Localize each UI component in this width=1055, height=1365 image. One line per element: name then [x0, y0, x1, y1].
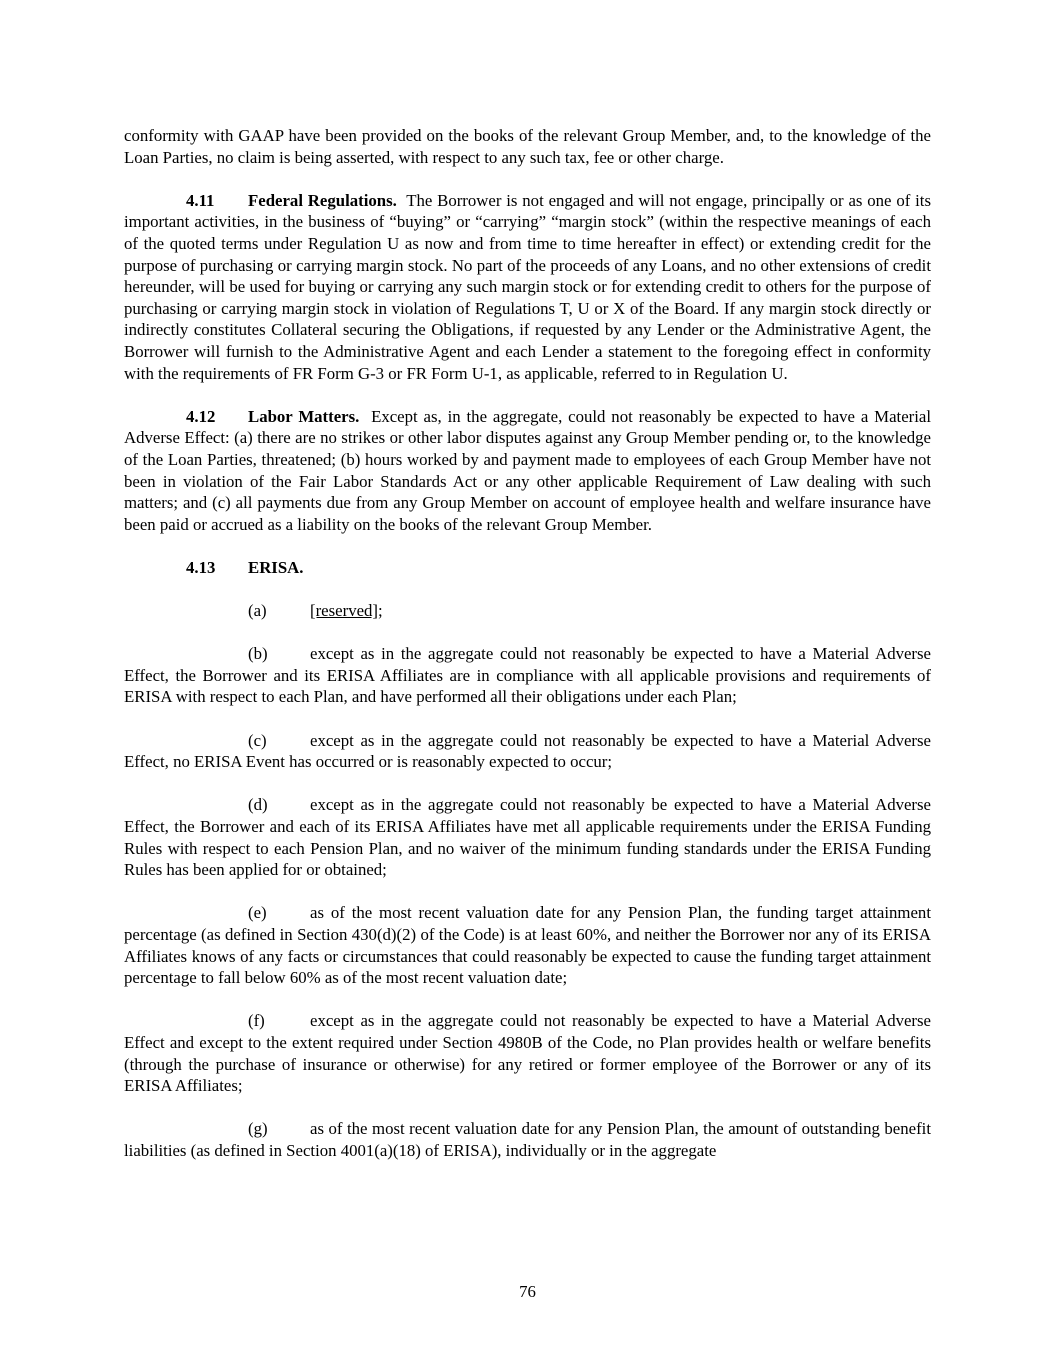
section-number: 4.13 [186, 557, 216, 577]
section-body: Except as, in the aggregate, could not reasonably be expected to have a Material Adverse Effect: (a) there are no strikes or other labor disputes against any Group Member pending or, to the knowledge of the Loan Parties, threatened; (b) hours worked by and payment made to employees of each Group Member have not been in violation of the Fair Labor Standards Act or any other applicable Requirement of Law dealing with such matters; and (c) all payments due from any Group Member on account of employee health and welfare insurance have been paid or accrued as a liability on the books of the relevant Group Member. [124, 406, 931, 534]
clause-g [124, 1118, 931, 1161]
clause-label: (c) [248, 730, 267, 750]
clause-d [124, 794, 931, 880]
section-heading: Federal Regulations. [248, 190, 397, 210]
clause-text: [reserved] [310, 601, 379, 621]
clause-e [124, 902, 931, 988]
section-4-13 [124, 557, 931, 579]
clause-label: (a) [248, 601, 267, 621]
clause-a [124, 600, 931, 622]
clause-text: as of the most recent valuation date for any Pension Plan, the funding target attainment percentage (as defined in Section 430(d)(2) of the Code) is at least 60%, and neither the Borrower nor any of its ERISA Affiliates knows of any facts or circumstances that could reasonably be expected to cause the funding target attainment percentage to fall below 60% as of the most recent valuation date; [124, 903, 931, 988]
clause-text: except as in the aggregate could not reasonably be expected to have a Material Adverse Effect, no ERISA Event has occurred or is reasonably expected to occur; [124, 730, 931, 772]
section-heading: Labor Matters. [248, 406, 360, 426]
page-number: 76 [519, 1282, 536, 1301]
section-body: The Borrower is not engaged and will not engage, principally or as one of its important activities, in the business of “buying” or “carrying” “margin stock” (within the respective meanings of each of the quoted terms under Regulation U as now and from time to time hereafter in effect) or extending credit for the purpose of purchasing or carrying margin stock. No part of the proceeds of any Loans, and no other extensions of credit hereunder, will be used for buying or carrying any such margin stock or for extending credit to others for the purpose of purchasing or carrying margin stock in violation of Regulations T, U or X of the Board. If any margin stock directly or indirectly constitutes Collateral securing the Obligations, if requested by any Lender or the Administrative Agent, the Borrower will furnish to the Administrative Agent and each Lender a statement to the foregoing effect in conformity with the requirements of FR Form G-3 or FR Form U-1, as applicable, referred to in Regulation U. [124, 190, 931, 383]
clause-label: (f) [248, 1011, 265, 1031]
section-4-12 [124, 406, 931, 536]
document-body [124, 125, 931, 1183]
clause-label: (g) [248, 1119, 268, 1139]
clause-c [124, 730, 931, 773]
clause-label: (d) [248, 795, 268, 815]
clause-label: (b) [248, 644, 268, 664]
clause-text: except as in the aggregate could not reasonably be expected to have a Material Adverse Effect, the Borrower and its ERISA Affiliates are in compliance with all applicable provisions and requirements of ERISA with respect to each Plan, and have performed all their obligations under each Plan; [124, 644, 931, 707]
clause-text: except as in the aggregate could not reasonably be expected to have a Material Adverse Effect and except to the extent required under Section 4980B of the Code, no Plan provides health or welfare benefits (through the purchase of insurance or otherwise) for any retired or former employee of the Borrower or any of its ERISA Affiliates; [124, 1011, 931, 1096]
section-4-11 [124, 190, 931, 384]
clause-text: except as in the aggregate could not reasonably be expected to have a Material Adverse Effect, the Borrower and each of its ERISA Affiliates have met all applicable requirements under the ERISA Funding Rules with respect to each Pension Plan, and no waiver of the minimum funding standards under the ERISA Funding Rules has been applied for or obtained; [124, 795, 931, 880]
section-number: 4.11 [186, 190, 215, 210]
clause-text: as of the most recent valuation date for any Pension Plan, the amount of outstanding benefit liabilities (as defined in Section 4001(a)(18) of ERISA), individually or in the aggregate [124, 1119, 931, 1160]
section-heading: ERISA. [248, 557, 304, 577]
clause-suffix: ; [378, 601, 383, 621]
clause-b [124, 643, 931, 708]
continuation-paragraph: conformity with GAAP have been provided on the books of the relevant Group Member, and, to the knowledge of the Loan Parties, no claim is being asserted, with respect to any such tax, fee or other charge. [124, 126, 931, 167]
section-number: 4.12 [186, 406, 216, 426]
clause-label: (e) [248, 903, 267, 923]
clause-f [124, 1010, 931, 1096]
